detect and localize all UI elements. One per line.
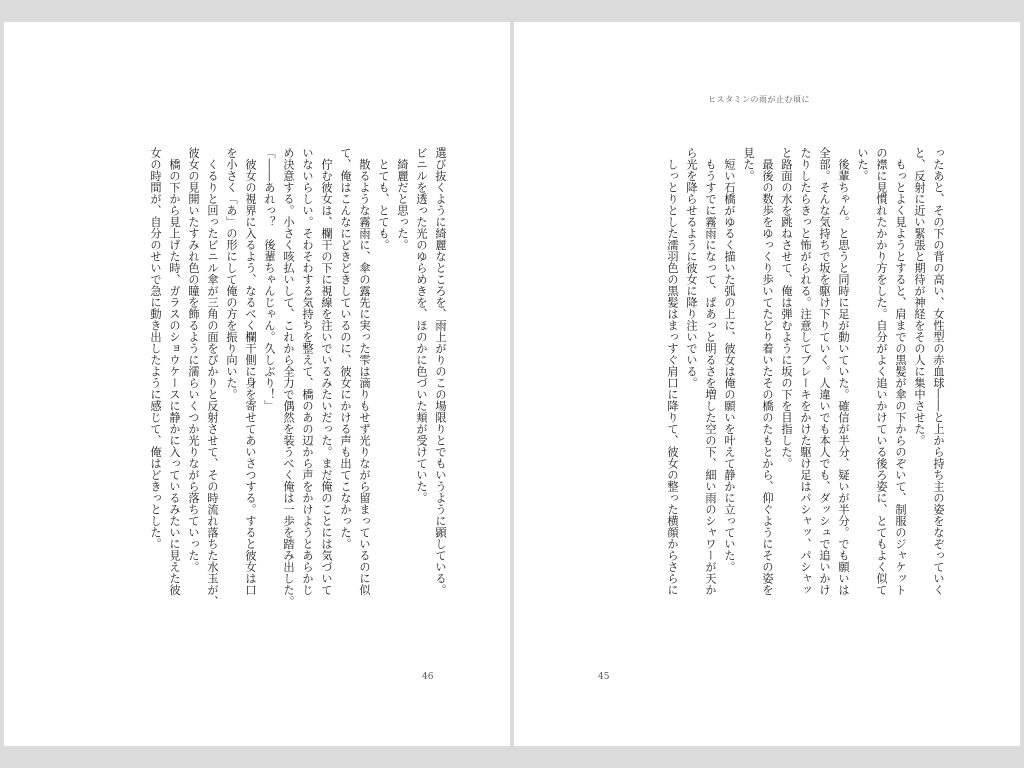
right-page bbox=[514, 22, 1020, 746]
text-line: 橋の下から見上げた時、ガラスのショウケースに静かに入っているみたいに見えた彼 bbox=[168, 147, 181, 596]
text-line: もうすでに霧雨になって、ぱあっと明るさを増した空の下、細い雨のシャワーが天か bbox=[704, 147, 717, 596]
text-line: たりしたらきっと怖がられる。注意してブレーキをかけた駆け足はパシャッ、パシャッ bbox=[799, 147, 812, 596]
page-number-right: 45 bbox=[598, 672, 610, 682]
text-line: 「――あれっ？ 後輩ちゃんじゃん。久しぶり！」 bbox=[263, 147, 276, 412]
text-line: 彼女の見開いたすみれ色の瞳を飾るように濡らいくつか光りながら落ちていった。 bbox=[187, 147, 200, 573]
text-line: て、俺はこんなにどきどきしているのに、彼女にかける声も出てこなかった。 bbox=[339, 147, 352, 550]
text-line: 後輩ちゃん。と思うと同時に足が動いていた。確信が半分、疑いが半分。でも願いは bbox=[837, 147, 850, 596]
text-line: ら光を降らせるように彼女に降り注いでいる。 bbox=[685, 147, 698, 389]
left-page-body bbox=[110, 147, 450, 652]
page-number-left: 46 bbox=[422, 672, 434, 682]
text-line: とても、とても。 bbox=[377, 147, 390, 251]
text-line: 綺麗だと思った。 bbox=[396, 147, 409, 251]
text-line: 佇む彼女は、欄干の下に視線を注いでいるみたいだった。まだ俺のことには気づいて bbox=[320, 147, 333, 596]
text-line: 短い石橋がゆるく描いた弧の上に、彼女は俺の願いを叶えて静かに立っていた。 bbox=[723, 147, 736, 573]
running-header: ヒスタミンの雨が止む頃に bbox=[708, 95, 810, 104]
text-line: 散るような霧雨に、傘の露先に実った雫は滴りもせず光りながら留まっているのに似 bbox=[358, 147, 371, 596]
text-line: 彼女の視界に入るよう、なるべく欄干側に身を寄せてあいさつする。すると彼女は口 bbox=[244, 147, 257, 596]
book-spread bbox=[0, 22, 1024, 746]
text-line: 最後の数歩をゆっくり歩いてたどり着いたその橋のたもとから、仰ぐようにその姿を bbox=[761, 147, 774, 596]
text-line: の襟に見慣れたかかり方をした。自分がよく追いかけている後ろ姿に、とてもよく似て bbox=[875, 147, 888, 596]
text-line: 女の時間が、自分のせいで急に動き出したように感じて、俺はどきっとした。 bbox=[149, 147, 162, 550]
right-page-body bbox=[618, 147, 948, 652]
text-line: ビニルを透った光のゆらめきを、ほのかに色づいた頬が受けていた。 bbox=[415, 147, 428, 504]
text-line: め決意する。小さく咳払いして、これから全力で偶然を装うべく俺は一歩を踏み出した。 bbox=[282, 147, 295, 607]
text-line: と、反射に近い緊張と期待が神経をその人に集中させた。 bbox=[913, 147, 926, 446]
left-page bbox=[4, 22, 510, 746]
text-line: ったあと、その下の背の高い、女性型の赤血球――と上から持ち主の姿をなぞっていく bbox=[932, 147, 945, 596]
text-line: 選び抜くように綺麗なところを、雨上がりのこの場限りとでもいうように顕している。 bbox=[434, 147, 447, 596]
text-line: もっとよく見ようとすると、肩までの黒髪が傘の下からのぞいて、制服のジャケット bbox=[894, 147, 907, 596]
text-line: 見た。 bbox=[742, 147, 755, 182]
text-line: 全部。そんな気持ちで坂を駆け下りていく。人違いでも本人でも、ダッシュで追いかけ bbox=[818, 147, 831, 596]
text-line: くるりと回ったビニル傘が三角の面をぴかりと反射させて、その時流れ落ちた水玉が、 bbox=[206, 147, 219, 607]
text-line: と路面の水を跳ねさせて、俺は弾むように坂の下を目指した。 bbox=[780, 147, 793, 469]
text-line: いないらしい。そわそわする気持ちを整えて、橋のあの辺から声をかけようとあらかじ bbox=[301, 147, 314, 596]
text-line: いた。 bbox=[856, 147, 869, 182]
text-line: を小さく「あ」の形にして俺の方を振り向いた。 bbox=[225, 147, 238, 400]
text-line: しっとりとした濡羽色の黒髪はまっすぐ肩口に降りて、彼女の整った横顔からさらに bbox=[666, 147, 679, 596]
